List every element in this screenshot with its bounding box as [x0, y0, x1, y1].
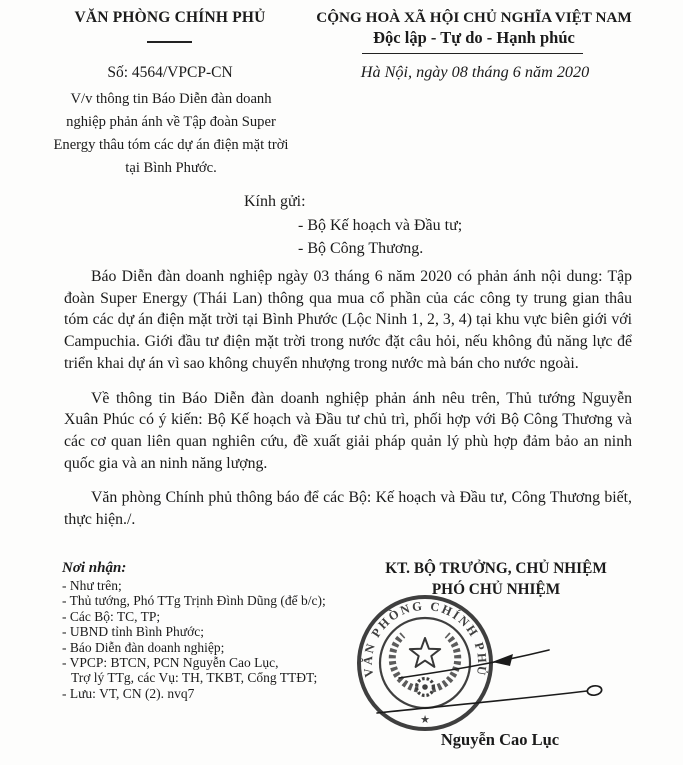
letter-body [64, 266, 632, 531]
seal-outer-ring-icon [359, 597, 491, 729]
issuing-org-name: VĂN PHÒNG CHÍNH PHỦ [74, 9, 266, 26]
recipients-list [62, 578, 326, 701]
svg-text:VĂN PHÒNG CHÍNH PHỦ [361, 599, 489, 678]
national-motto: Độc lập - Tự do - Hạnh phúc [373, 28, 575, 47]
recipient-line: - VPCP: BTCN, PCN Nguyễn Cao Lục, [62, 655, 279, 671]
handwritten-signature [377, 650, 602, 713]
recipient-line: - Các Bộ: TC, TP; [62, 608, 161, 624]
government-seal [359, 597, 491, 729]
emblem-star-icon [410, 638, 440, 667]
signature-loop-icon [587, 685, 603, 696]
recipient-line: - Báo Diễn đàn doanh nghiệp; [62, 639, 225, 655]
recipient-line: - Lưu: VT, CN (2). nvq7 [62, 685, 195, 701]
salutation-recipient: - Bộ Công Thương. [298, 239, 424, 257]
place-and-date: Hà Nội, ngày 08 tháng 6 năm 2020 [360, 63, 590, 81]
signature-title-line1: KT. BỘ TRƯỞNG, CHỦ NHIỆM [385, 560, 607, 577]
national-emblem-icon [392, 635, 457, 696]
national-title: CỘNG HOÀ XÃ HỘI CHỦ NGHĨA VIỆT NAM [316, 9, 632, 26]
salutation-label: Kính gửi: [244, 193, 306, 210]
recipients-heading: Nơi nhận: [62, 560, 127, 576]
body-paragraph: Về thông tin Báo Diễn đàn doanh nghiệp phản ánh nêu trên, Thủ tướng Nguyễn Xuân Phúc có ý kiến: Bộ Kế hoạch và Đầu tư chủ trì, phối hợp với Bộ Công Thương và các cơ quan liên quan nghiên cứu, đề xuất giải pháp quản lý phù hợp đảm bảo an ninh quốc gia và an ninh năng lượng. [64, 389, 632, 472]
document-number: Số: 4564/VPCP-CN [107, 64, 233, 81]
recipient-line-continuation: Trợ lý TTg, các Vụ: TH, TKBT, Cổng TTĐT; [71, 670, 318, 686]
salutation-recipient: - Bộ Kế hoạch và Đầu tư; [298, 217, 463, 234]
salutation-recipients [298, 215, 462, 260]
recipient-line: - Thủ tướng, Phó TTg Trịnh Đình Dũng (để b/c); [62, 593, 326, 609]
recipient-line: - UBND tỉnh Bình Phước; [62, 624, 204, 640]
body-paragraph: Văn phòng Chính phủ thông báo để các Bộ: Kế hoạch và Đầu tư, Công Thương biết, thực hiện./. [64, 489, 632, 529]
body-paragraph: Báo Diễn đàn doanh nghiệp ngày 03 tháng 6 năm 2020 có phản ánh nội dung: Tập đoàn Super Energy (Thái Lan) thông qua mua cổ phần của các công ty trung gian thâu tóm các dự án điện mặt trời tại Bình Phước (Lộc Ninh 1, 2, 3, 4) tại khu vực biên giới với Campuchia. Giới đầu tư điện mặt trời trong nước đặt câu hỏi, nếu không đủ năng lực để triển khai dự án vì sao không chuyển nhượng trong nước mà bán cho nước ngoài. [64, 268, 632, 372]
seal-inner-ring-icon [380, 618, 470, 708]
recipient-line: - Như trên; [62, 578, 122, 593]
document-subject: V/v thông tin Báo Diễn đàn doanh nghiệp phản ánh về Tập đoàn Super Energy thâu tóm các dự án điện mặt trời tại Bình Phước. [53, 91, 289, 176]
signature-arrowhead-icon [492, 654, 513, 666]
seal-ring-text: VĂN PHÒNG CHÍNH PHỦ [360, 598, 490, 679]
motto-rule [362, 53, 583, 54]
signature-title-line2: PHÓ CHỦ NHIỆM [431, 581, 561, 598]
emblem-cog-icon [417, 679, 434, 696]
signer-name: Nguyễn Cao Lục [440, 730, 560, 749]
org-name-rule [147, 41, 192, 43]
seal-star-separator-icon: ★ [420, 714, 430, 726]
